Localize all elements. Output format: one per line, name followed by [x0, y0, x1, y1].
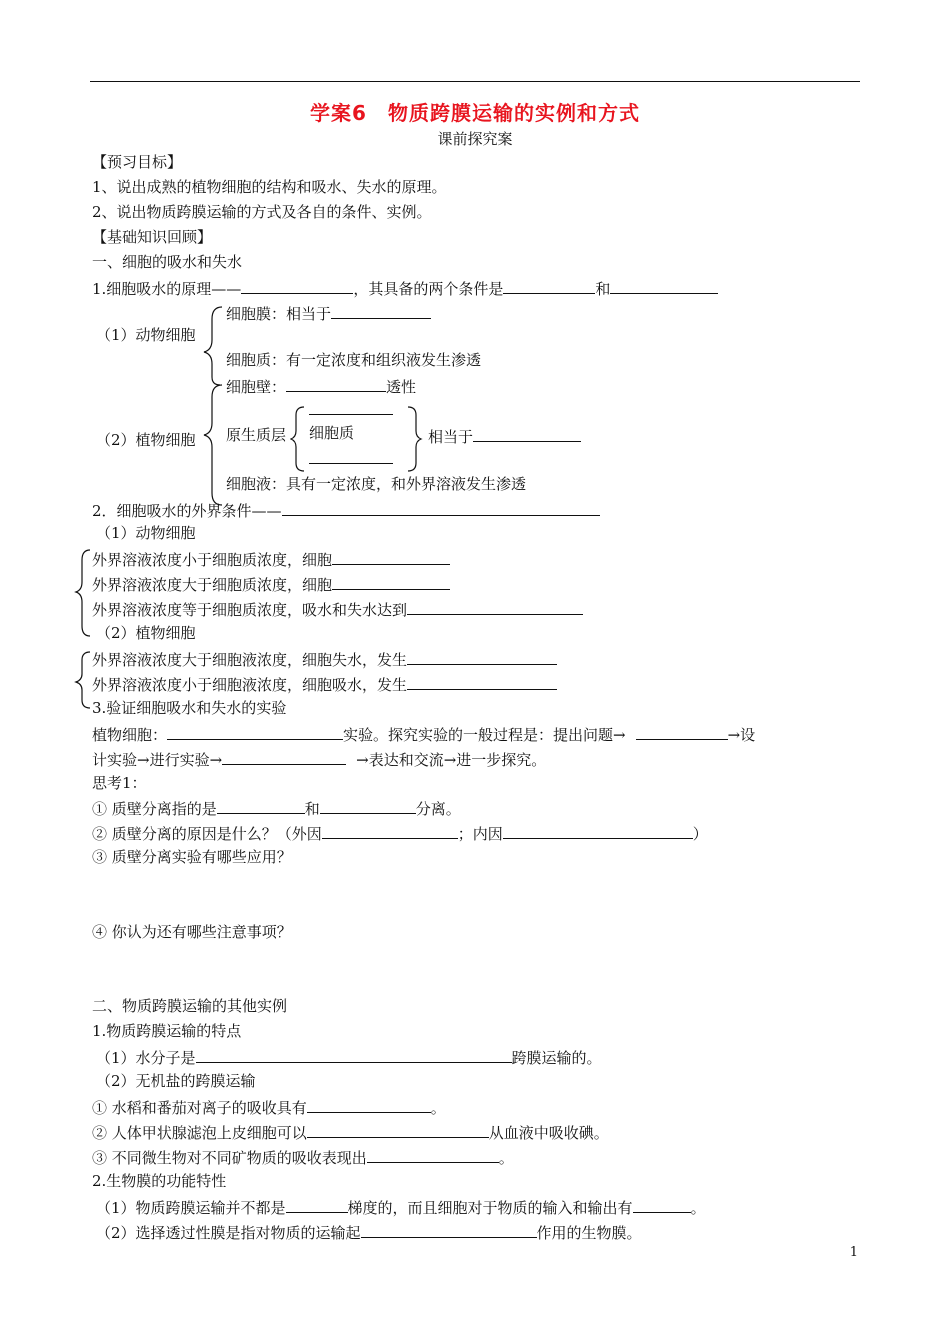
blank[interactable] — [309, 463, 393, 464]
ext-brace-1 — [74, 548, 94, 638]
blank[interactable] — [331, 302, 431, 319]
blank[interactable] — [407, 598, 583, 615]
salt-heading: （2）无机盐的跨膜运输 — [96, 1072, 256, 1090]
equivalent-line: 相当于 — [428, 425, 581, 447]
blank[interactable] — [332, 573, 450, 590]
plant-cell-label: （2）植物细胞 — [96, 431, 196, 449]
protoplasm-layer-label: 原生质层 — [226, 426, 287, 444]
ext-condition-3: 外界溶液浓度等于细胞质浓度，吸水和失水达到 — [92, 598, 583, 620]
question-2: 2．细胞吸水的外界条件—— — [92, 499, 600, 521]
cytoplasm-short: 细胞质 — [309, 424, 355, 442]
part1-heading: 一、细胞的吸水和失水 — [92, 253, 243, 271]
basics-heading: 【基础知识回顾】 — [92, 228, 213, 246]
blank[interactable] — [407, 648, 557, 665]
ext-condition-5: 外界溶液浓度小于细胞液浓度，细胞吸水，发生 — [92, 673, 557, 695]
ext-condition-1: 外界溶液浓度小于细胞质浓度，细胞 — [92, 548, 450, 570]
blank[interactable] — [633, 1196, 691, 1213]
function-1: （1）物质跨膜运输并不都是 梯度的，而且细胞对于物质的输入和输出有 。 — [96, 1196, 706, 1218]
think-2: ② 质壁分离的原因是什么？（外因 ；内因 ） — [92, 822, 708, 844]
blank[interactable] — [307, 1096, 431, 1113]
ext-brace-2 — [74, 650, 94, 710]
salt-3: ③ 不同微生物对不同矿物质的吸收表现出 。 — [92, 1146, 514, 1168]
page-subtitle: 课前探究案 — [437, 130, 513, 148]
blank[interactable] — [610, 277, 718, 294]
membrane-line: 细胞膜：相当于 — [226, 302, 431, 324]
water-line: （1）水分子是 跨膜运输的。 — [96, 1046, 602, 1068]
blank[interactable] — [407, 673, 557, 690]
blank[interactable] — [307, 1121, 489, 1138]
blank[interactable] — [503, 277, 595, 294]
preview-heading: 【预习目标】 — [92, 153, 183, 171]
salt-1: ① 水稻和番茄对离子的吸收具有 。 — [92, 1096, 446, 1118]
blank[interactable] — [286, 375, 386, 392]
cytoplasm-line: 细胞质：有一定浓度和组织液发生渗透 — [226, 351, 482, 369]
blank[interactable] — [473, 425, 581, 442]
question-1: 1.细胞吸水的原理—— ，其具备的两个条件是 和 — [92, 277, 718, 299]
page-number: 1 — [849, 1245, 858, 1260]
salt-2: ② 人体甲状腺滤泡上皮细胞可以 从血液中吸收碘。 — [92, 1121, 609, 1143]
goal-2: 2、说出物质跨膜运输的方式及各自的条件、实例。 — [92, 203, 432, 221]
blank[interactable] — [282, 499, 600, 516]
experiment-line-1: 植物细胞： 实验。探究实验的一般过程是：提出问题→ →设 — [92, 723, 755, 745]
blank[interactable] — [332, 548, 450, 565]
page-title: 学案6 物质跨膜运输的实例和方式 — [310, 101, 640, 125]
plant-cell-2: （2）植物细胞 — [96, 624, 196, 642]
think-heading: 思考1： — [92, 774, 147, 792]
blank[interactable] — [167, 723, 343, 740]
blank[interactable] — [503, 822, 693, 839]
think-4: ④ 你认为还有哪些注意事项？ — [92, 923, 292, 941]
blank[interactable] — [286, 1196, 348, 1213]
blank[interactable] — [367, 1146, 499, 1163]
question-3: 3.验证细胞吸水和失水的实验 — [92, 699, 287, 717]
blank[interactable] — [322, 822, 458, 839]
blank[interactable] — [196, 1046, 512, 1063]
goal-1: 1、说出成熟的植物细胞的结构和吸水、失水的原理。 — [92, 178, 447, 196]
part2-item-2: 2.生物膜的功能特性 — [92, 1172, 227, 1190]
part2-item-1: 1.物质跨膜运输的特点 — [92, 1022, 242, 1040]
blank[interactable] — [241, 277, 353, 294]
cell-wall-line: 细胞壁： 透性 — [226, 375, 416, 397]
header-rule — [90, 81, 860, 82]
blank[interactable] — [222, 748, 346, 765]
blank[interactable] — [309, 414, 393, 415]
animal-cell-2: （1）动物细胞 — [96, 524, 196, 542]
blank[interactable] — [636, 723, 728, 740]
blank[interactable] — [217, 797, 305, 814]
ext-condition-2: 外界溶液浓度大于细胞质浓度，细胞 — [92, 573, 450, 595]
experiment-line-2: 计实验→进行实验→ →表达和交流→进一步探究。 — [92, 748, 546, 770]
function-2: （2）选择透过性膜是指对物质的运输起 作用的生物膜。 — [96, 1221, 642, 1243]
blank[interactable] — [320, 797, 416, 814]
part2-heading: 二、物质跨膜运输的其他实例 — [92, 997, 288, 1015]
think-3: ③ 质壁分离实验有哪些应用？ — [92, 848, 292, 866]
cell-sap-line: 细胞液：具有一定浓度，和外界溶液发生渗透 — [226, 475, 527, 493]
blank[interactable] — [361, 1221, 537, 1238]
think-1: ① 质壁分离指的是 和 分离。 — [92, 797, 461, 819]
animal-cell-label: （1）动物细胞 — [96, 326, 196, 344]
ext-condition-4: 外界溶液浓度大于细胞液浓度，细胞失水，发生 — [92, 648, 557, 670]
